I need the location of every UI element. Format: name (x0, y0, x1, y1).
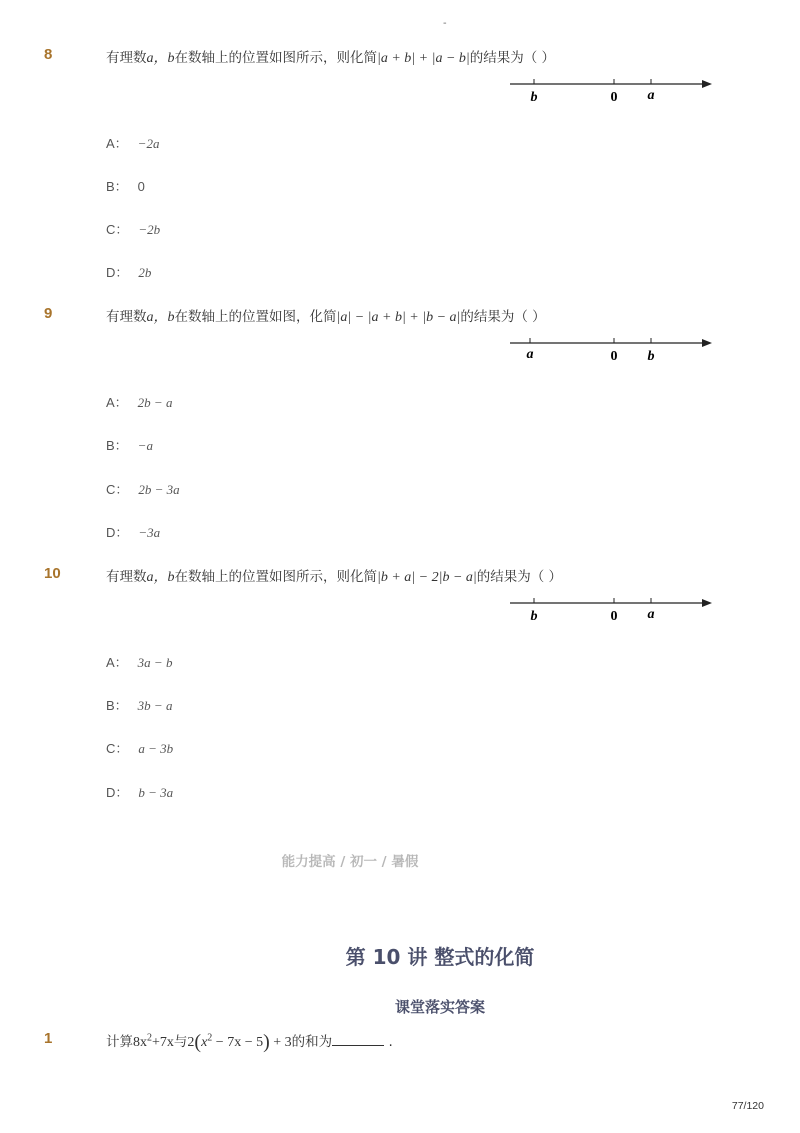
option-letter: C： (106, 482, 129, 497)
stem-expression: |a + b| + |a − b| (377, 51, 470, 66)
stem-suffix: 的结果为（ ） (476, 569, 563, 585)
expr-2-coef: 2 (187, 1035, 195, 1050)
option-d[interactable] (106, 522, 160, 541)
option-value: 2b (138, 265, 152, 280)
stem-end: . (388, 1034, 393, 1050)
number-line-label-right: b (647, 349, 655, 364)
option-value: −3a (138, 525, 161, 540)
option-value: −2a (137, 136, 160, 151)
option-letter: D： (106, 785, 129, 800)
option-c[interactable] (106, 738, 173, 757)
option-b[interactable] (106, 695, 172, 714)
option-value: a − 3b (138, 741, 174, 756)
option-a[interactable] (106, 652, 172, 671)
option-letter: B： (106, 698, 128, 713)
number-line-label-left: b (530, 90, 538, 105)
section-title: 课堂落实答案 (394, 998, 485, 1016)
stem-mid: 与 (173, 1034, 188, 1050)
option-value: 3b − a (137, 698, 173, 713)
number-line (500, 72, 720, 106)
option-c[interactable] (106, 479, 180, 498)
number-line-label-right: a (647, 607, 655, 622)
left-paren: ( (194, 1031, 202, 1053)
option-d[interactable] (106, 262, 151, 281)
option-value: −2b (138, 222, 161, 237)
option-letter: D： (106, 265, 129, 280)
number-line-label-zero: 0 (610, 609, 618, 624)
stem-prefix: 有理数 (106, 309, 147, 325)
stem-vars: a，b (146, 51, 175, 66)
expr-1-term: 8x (133, 1035, 147, 1050)
number-line-label-left: b (530, 609, 538, 624)
stem-suffix: 的和为 (291, 1034, 333, 1050)
stem-mid: 在数轴上的位置如图，化简 (174, 309, 337, 325)
number-line-label-left: a (526, 347, 534, 362)
right-paren: ) (263, 1031, 270, 1053)
option-letter: A： (106, 395, 128, 410)
question-stem (106, 305, 546, 326)
stem-prefix: 计算 (106, 1034, 133, 1050)
stem-prefix: 有理数 (106, 569, 147, 585)
stem-suffix: 的结果为（ ） (460, 309, 546, 325)
expr-1-rest: +7x (152, 1035, 174, 1050)
lesson-title: 第 10 讲 整式的化简 (345, 945, 535, 969)
expr-1-exponent: 2 (147, 1032, 152, 1044)
expr-2 (187, 1031, 292, 1053)
header-mark: - (443, 18, 447, 29)
stem-suffix: 的结果为（ ） (469, 50, 556, 66)
option-value: 2b − 3a (138, 482, 180, 497)
question-stem (106, 46, 555, 67)
stem-vars: a，b (146, 310, 175, 325)
option-d[interactable] (106, 782, 173, 801)
stem-expression: |a| − |a + b| + |b − a| (336, 310, 461, 325)
option-letter: B： (106, 438, 128, 453)
page-number: 77/120 (731, 1100, 764, 1112)
option-a[interactable] (106, 133, 159, 152)
stem-vars: a，b (146, 570, 175, 585)
option-b[interactable] (106, 435, 153, 454)
course-footer: 能力提高 / 初一 / 暑假 (281, 854, 419, 870)
option-value: 3a − b (137, 655, 173, 670)
option-value: 2b − a (137, 395, 173, 410)
option-letter: A： (106, 655, 128, 670)
number-line-label-right: a (647, 88, 655, 103)
option-letter: D： (106, 525, 129, 540)
stem-mid: 在数轴上的位置如图所示，则化简 (174, 50, 377, 66)
stem-mid: 在数轴上的位置如图所示，则化简 (174, 569, 377, 585)
option-value: 0 (137, 179, 145, 194)
option-c[interactable] (106, 219, 160, 238)
expr-2-exponent: 2 (207, 1032, 213, 1044)
question-stem (106, 565, 562, 586)
option-a[interactable] (106, 392, 172, 411)
option-letter: A： (106, 136, 128, 151)
stem-expression: |b + a| − 2|b − a| (377, 570, 477, 585)
expr-1 (133, 1032, 174, 1050)
option-value: −a (137, 438, 153, 453)
question-number: 9 (44, 305, 53, 322)
option-letter: B： (106, 179, 128, 194)
option-value: b − 3a (138, 785, 174, 800)
number-line (500, 591, 720, 625)
question-number: 1 (44, 1030, 53, 1047)
expr-2-tail: + 3 (269, 1035, 292, 1050)
question-stem (106, 1030, 393, 1054)
answer-blank[interactable] (332, 1033, 384, 1046)
option-letter: C： (106, 222, 129, 237)
stem-prefix: 有理数 (106, 50, 147, 66)
option-letter: C： (106, 741, 129, 756)
expr-2-rest: − 7x − 5 (212, 1035, 264, 1050)
option-b[interactable] (106, 176, 145, 195)
number-line-label-zero: 0 (610, 90, 618, 105)
question-number: 10 (44, 565, 61, 582)
question-number: 8 (44, 46, 53, 63)
number-line-label-zero: 0 (610, 349, 618, 364)
number-line (500, 331, 720, 365)
expr-2-var: x (201, 1035, 208, 1050)
